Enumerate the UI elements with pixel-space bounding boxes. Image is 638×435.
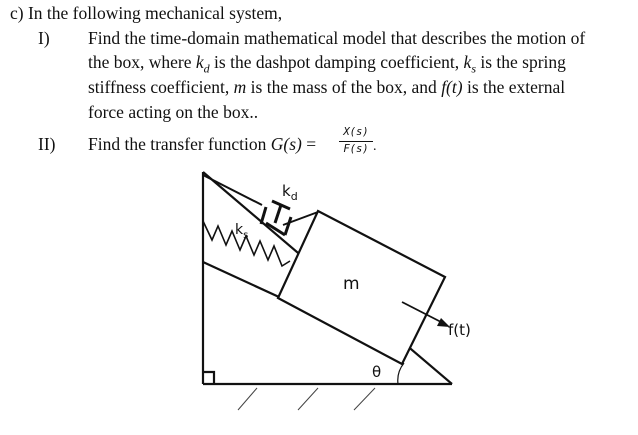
- equals-sign: =: [301, 134, 317, 154]
- spring: [203, 221, 290, 266]
- kd-symbol: k: [195, 52, 204, 72]
- line2-text-c: is the spring: [475, 52, 566, 72]
- m-symbol: m: [233, 77, 247, 97]
- ks-subscript: s: [471, 61, 476, 76]
- part2-text: Find the transfer function: [88, 134, 271, 154]
- ground-hatching: [238, 388, 375, 410]
- fraction-numerator: X(s): [343, 126, 369, 138]
- label-ks: $k_s$: [235, 222, 249, 241]
- line3-text-b: is the mass of the box, and: [246, 77, 442, 97]
- part-1-line-1: Find the time-domain mathematical model that describes the motion of: [88, 28, 586, 48]
- g-symbol: G(s): [270, 134, 302, 154]
- part-2-numeral: II): [38, 134, 56, 154]
- line3-text-c: is the external: [462, 77, 566, 97]
- line3-text-a: stiffness coefficient,: [88, 77, 234, 97]
- f-symbol: f(t): [441, 77, 463, 97]
- label-mass: m: [343, 274, 360, 294]
- kd-subscript: d: [203, 61, 210, 76]
- fraction-period: .: [373, 139, 377, 154]
- label-force: f(t): [448, 321, 471, 339]
- dashpot: [203, 175, 318, 235]
- ks-symbol: k: [463, 52, 472, 72]
- fraction-denominator: F(s): [343, 143, 369, 155]
- angle-arc: [398, 363, 404, 384]
- right-angle-marker: [203, 372, 214, 384]
- line2-text-a: the box, where: [88, 52, 196, 72]
- spring-base-line: [203, 262, 279, 297]
- label-angle: θ: [372, 363, 382, 381]
- part-1-numeral: I): [38, 28, 50, 48]
- mass-box: [278, 211, 445, 364]
- question-heading: c) In the following mechanical system,: [10, 3, 283, 23]
- part-1-line-4: force acting on the box..: [88, 102, 259, 122]
- label-kd: $k_d$: [282, 182, 298, 203]
- line2-text-b: is the dashpot damping coefficient,: [209, 52, 464, 72]
